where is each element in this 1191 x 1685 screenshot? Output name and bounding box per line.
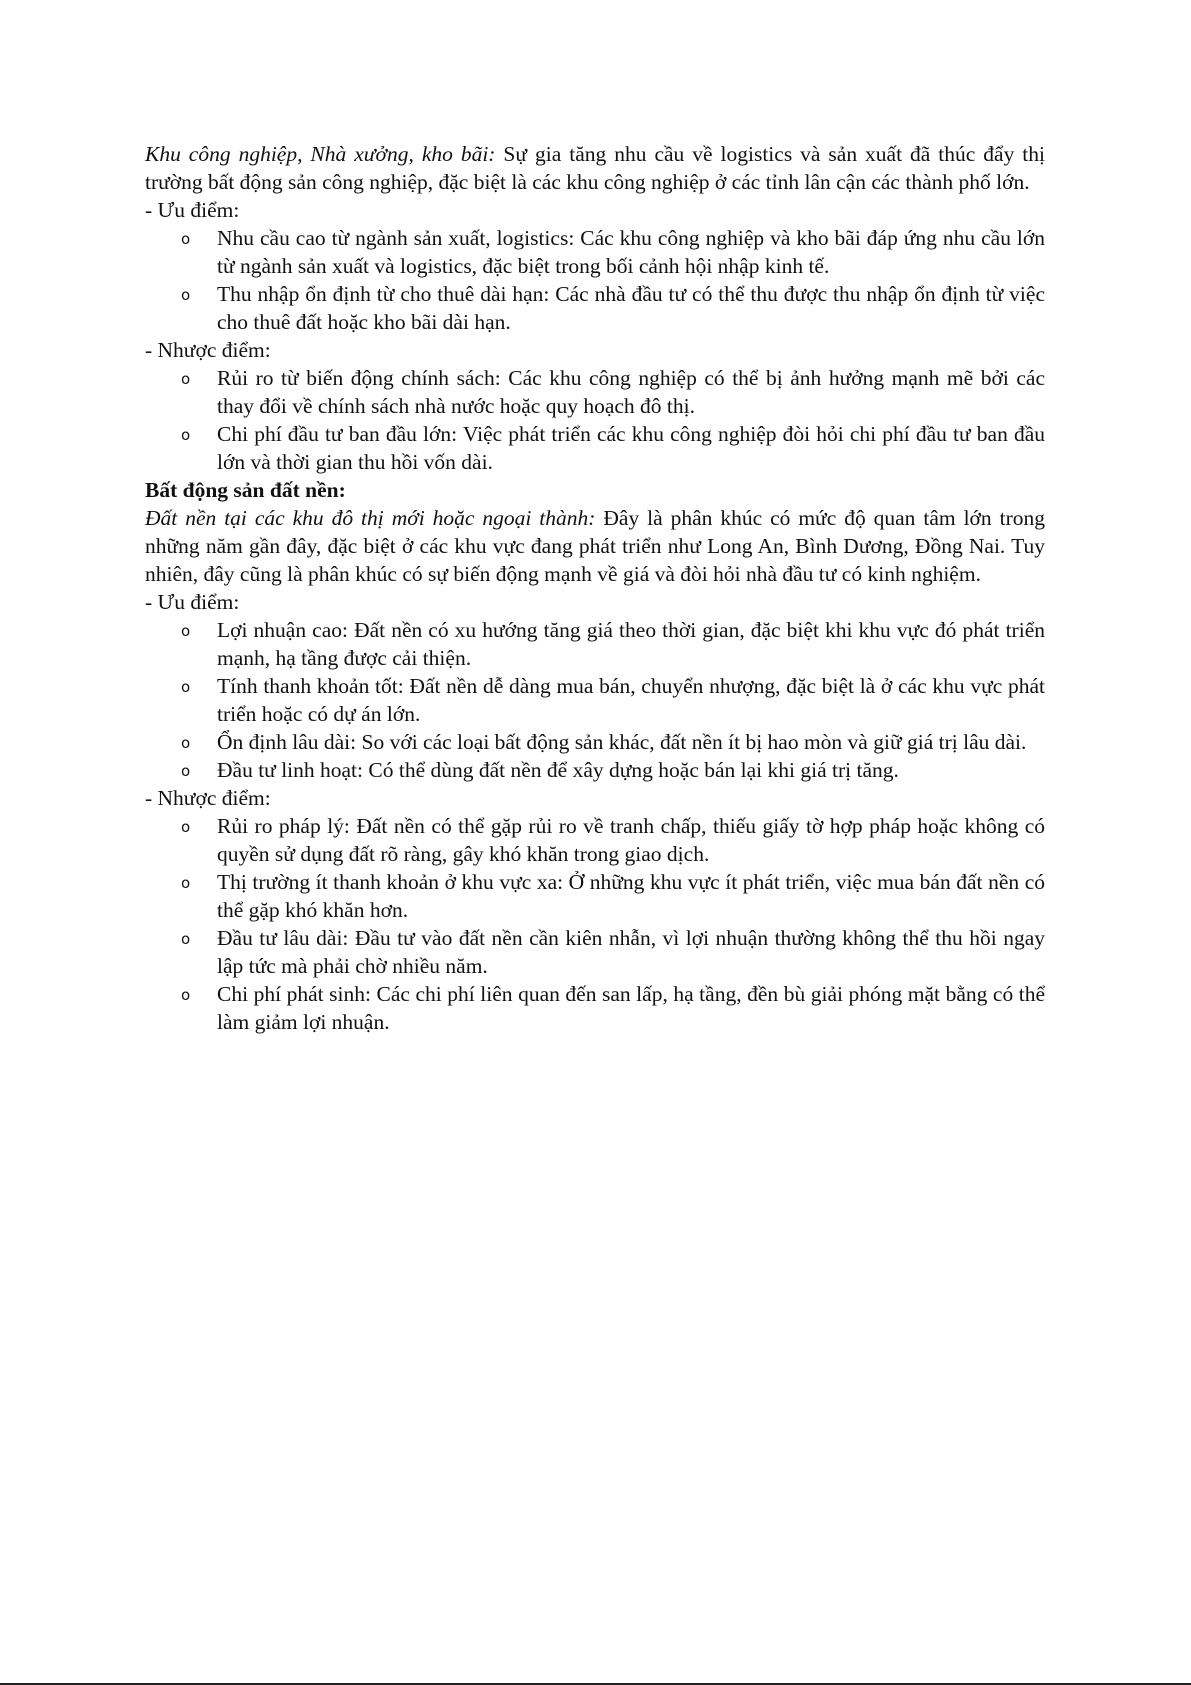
list-item: o Tính thanh khoản tốt: Đất nền dễ dàng mua bán, chuyển nhượng, đặc biệt là ở các khu vực phát triển hoặc có dự án lớn. — [181, 674, 1045, 726]
circle-bullet-icon: o — [181, 762, 191, 780]
list-item: o Nhu cầu cao từ ngành sản xuất, logistics: Các khu công nghiệp và kho bãi đáp ứng nhu cầu lớn từ ngành sản xuất và logistics, đặc biệt trong bối cảnh hội nhập kinh tế. — [181, 226, 1045, 278]
industrial-lead: Khu công nghiệp, Nhà xưởng, kho bãi: — [145, 142, 496, 166]
land-lead: Đất nền tại các khu đô thị mới hoặc ngoại thành: — [145, 506, 596, 530]
list-item: o Đầu tư linh hoạt: Có thể dùng đất nền để xây dựng hoặc bán lại khi giá trị tăng. — [217, 756, 1045, 784]
list-item: o Rủi ro pháp lý: Đất nền có thể gặp rủi ro về tranh chấp, thiếu giấy tờ hợp pháp hoặc không có quyền sử dụng đất rõ ràng, gây khó khăn trong giao dịch. — [181, 814, 1045, 866]
list-item: o Đầu tư lâu dài: Đầu tư vào đất nền cần kiên nhẫn, vì lợi nhuận thường không thể thu hồi ngay lập tức mà phải chờ nhiều năm. — [181, 926, 1045, 978]
list-item: o Chi phí đầu tư ban đầu lớn: Việc phát triển các khu công nghiệp đòi hỏi chi phí đầu tư ban đầu lớn và thời gian thu hồi vốn dài. — [181, 422, 1045, 474]
land-cons-label: - Nhược điểm: — [145, 786, 271, 810]
industrial-pros-label: - Ưu điểm: — [145, 198, 240, 222]
circle-bullet-icon: o — [181, 986, 191, 1004]
circle-bullet-icon: o — [181, 734, 191, 752]
land-cons-list — [145, 812, 1045, 1036]
land-pros-list — [145, 616, 1045, 784]
circle-bullet-icon: o — [181, 818, 191, 836]
industrial-pros-list — [145, 224, 1045, 336]
circle-bullet-icon: o — [181, 426, 191, 444]
circle-bullet-icon: o — [181, 230, 191, 248]
circle-bullet-icon: o — [181, 930, 191, 948]
industrial-cons-label: - Nhược điểm: — [145, 338, 271, 362]
list-item: o Thu nhập ổn định từ cho thuê dài hạn: Các nhà đầu tư có thể thu được thu nhập ổn định từ việc cho thuê đất hoặc kho bãi dài hạn. — [181, 282, 1045, 334]
circle-bullet-icon: o — [181, 286, 191, 304]
list-item: o Rủi ro từ biến động chính sách: Các khu công nghiệp có thể bị ảnh hưởng mạnh mẽ bởi các thay đổi về chính sách nhà nước hoặc quy hoạch đô thị. — [181, 366, 1045, 418]
industrial-intro-paragraph — [145, 140, 1045, 196]
land-section-heading: Bất động sản đất nền: — [145, 478, 346, 502]
document-page — [145, 140, 1045, 1036]
list-item: o Chi phí phát sinh: Các chi phí liên quan đến san lấp, hạ tầng, đền bù giải phóng mặt bằng có thể làm giảm lợi nhuận. — [181, 982, 1045, 1034]
circle-bullet-icon: o — [181, 622, 191, 640]
land-intro-paragraph — [145, 504, 1045, 588]
circle-bullet-icon: o — [181, 678, 191, 696]
circle-bullet-icon: o — [181, 874, 191, 892]
industrial-intro-text: Sự gia tăng nhu cầu về logistics và sản xuất đã thúc đẩy thị trường bất động sản công nghiệp, đặc biệt là các khu công nghiệp ở các tỉnh lân cận các thành phố lớn. — [145, 142, 1045, 194]
circle-bullet-icon: o — [181, 370, 191, 388]
land-pros-label: - Ưu điểm: — [145, 590, 240, 614]
industrial-cons-list — [145, 364, 1045, 476]
list-item: o Ổn định lâu dài: So với các loại bất động sản khác, đất nền ít bị hao mòn và giữ giá trị lâu dài. — [217, 728, 1045, 756]
land-intro-text: Đây là phân khúc có mức độ quan tâm lớn trong những năm gần đây, đặc biệt ở các khu vực đang phát triển như Long An, Bình Dương, Đồng Nai. Tuy nhiên, đây cũng là phân khúc có sự biến động mạnh về giá và đòi hỏi nhà đầu tư có kinh nghiệm. — [145, 506, 1045, 586]
list-item: o Thị trường ít thanh khoản ở khu vực xa: Ở những khu vực ít phát triển, việc mua bán đất nền có thể gặp khó khăn hơn. — [181, 870, 1045, 922]
list-item: o Lợi nhuận cao: Đất nền có xu hướng tăng giá theo thời gian, đặc biệt khi khu vực đó phát triển mạnh, hạ tầng được cải thiện. — [181, 618, 1045, 670]
